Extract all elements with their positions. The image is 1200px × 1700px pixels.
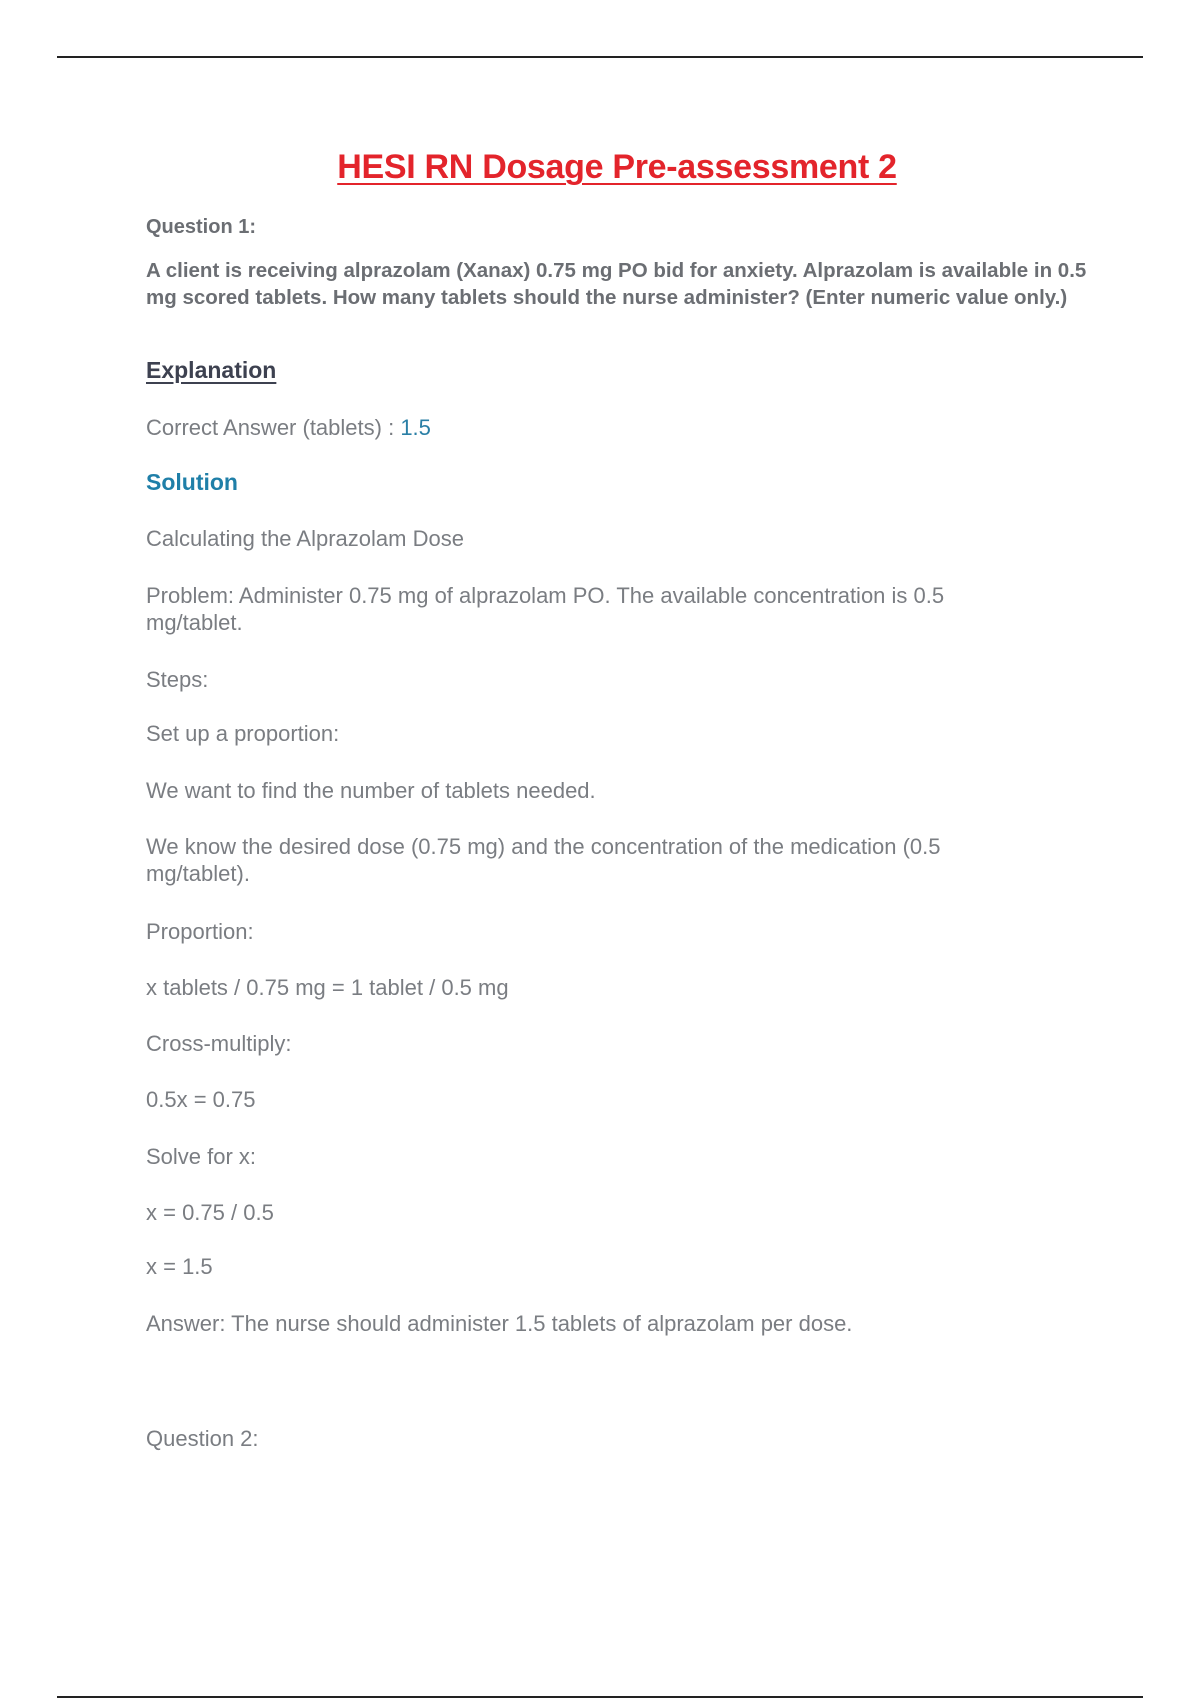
document-title: HESI RN Dosage Pre-assessment 2 [337,148,897,186]
solution-line: Set up a proportion: [146,721,340,746]
question-1-text: A client is receiving alprazolam (Xanax) 0.75 mg PO bid for anxiety. Alprazolam is available in 0.5 mg scored tablets. How many tablets should the nurse administer? (Enter numeric value only.) [146,259,1087,309]
bottom-rule [57,1696,1143,1698]
solution-line: We know the desired dose (0.75 mg) and the concentration of the medication (0.5 mg/tablet). [146,834,941,886]
correct-answer-label: Correct Answer (tablets) : [146,415,401,440]
solution-line: Solve for x: [146,1144,257,1169]
solution-line: x = 1.5 [146,1254,213,1279]
question-2-label: Question 2: [146,1426,259,1451]
question-1-label: Question 1: [146,216,257,238]
solution-line: Cross-multiply: [146,1031,292,1056]
solution-line: Steps: [146,667,209,692]
solution-line: x = 0.75 / 0.5 [146,1200,274,1225]
explanation-heading: Explanation [146,357,277,383]
top-rule [57,56,1143,58]
solution-line: 0.5x = 0.75 [146,1087,256,1112]
correct-answer-value: 1.5 [400,415,431,440]
solution-line: Calculating the Alprazolam Dose [146,526,464,551]
solution-line: x tablets / 0.75 mg = 1 tablet / 0.5 mg [146,975,509,1000]
solution-heading: Solution [146,469,238,495]
solution-line: Proportion: [146,919,254,944]
solution-line: We want to find the number of tablets needed. [146,778,596,803]
solution-line: Answer: The nurse should administer 1.5 tablets of alprazolam per dose. [146,1311,853,1336]
correct-answer [146,414,1106,441]
solution-line: Problem: Administer 0.75 mg of alprazolam PO. The available concentration is 0.5 mg/tablet. [146,583,945,635]
